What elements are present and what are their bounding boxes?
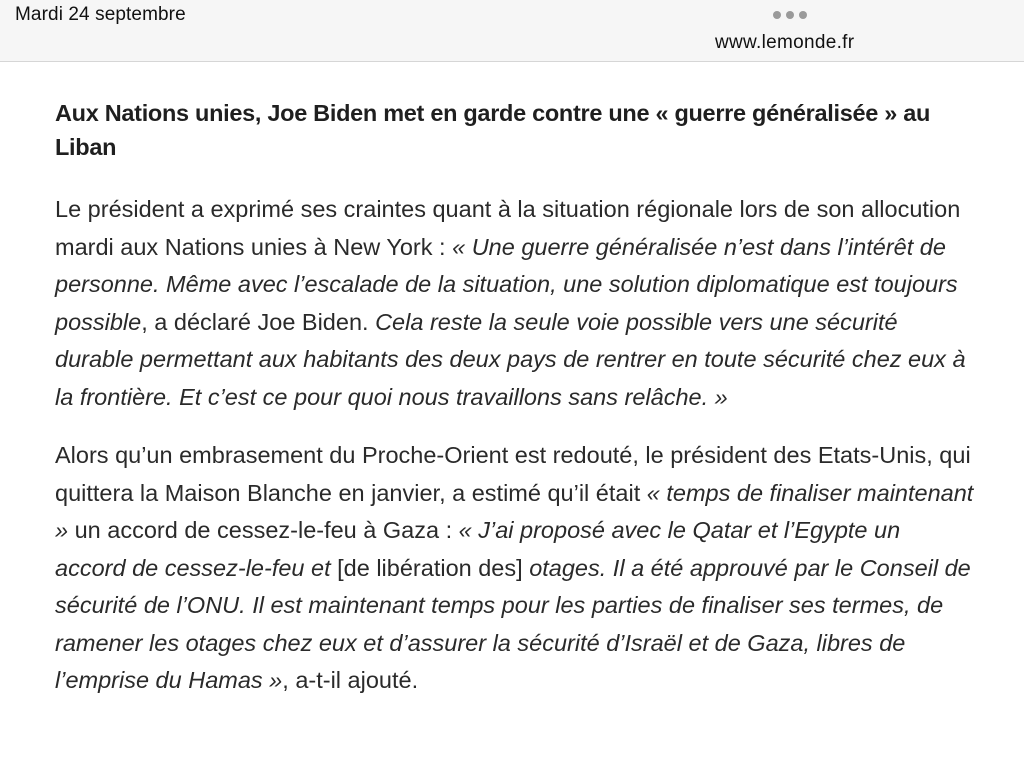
status-bar [0, 0, 1024, 62]
paragraph-text: , a-t-il ajouté. [282, 667, 419, 693]
paragraph-text: Alors qu’un embrasement du Proche-Orient est redouté, le président des Etats-Unis, qui quittera la Maison Blanche en janvier, a estimé qu’il était [55, 442, 971, 506]
paragraph-text: , a déclaré Joe Biden. [141, 308, 376, 335]
quote-text: otages. Il a été approuvé par le Conseil de sécurité de l’ONU. Il est maintenant temps pour les parties de finaliser ses termes, de ramener les otages chez eux et d’assurer la sécurité d’Israël et de Gaza, libres de l’emprise du Hamas » [55, 554, 971, 693]
quote-text: Cela reste la seule voie possible vers une sécurité durable permettant aux habitants des deux pays de rentrer en toute sécurité chez eux à la frontière. Et c’est ce pour quoi nous travaillons sans relâche. » [55, 308, 966, 410]
article [55, 96, 975, 700]
article-paragraph [55, 437, 975, 700]
quote-text: « Une guerre généralisée n’est dans l’intérêt de personne. Même avec l’escalade de la situation, une solution diplomatique est toujours possible [55, 233, 958, 335]
article-headline: Aux Nations unies, Joe Biden met en garde contre une « guerre généralisée » au Liban [55, 100, 931, 160]
status-date: Mardi 24 septembre [15, 4, 186, 25]
quote-text: « J’ai proposé avec le Qatar et l’Egypte un accord de cessez-le-feu et [55, 517, 901, 581]
url-address[interactable]: www.lemonde.fr [715, 32, 855, 53]
ellipsis-icon[interactable] [773, 11, 807, 19]
paragraph-text: [de libération des] [337, 554, 530, 581]
paragraph-text: Le président a exprimé ses craintes quant à la situation régionale lors de son allocution mardi aux Nations unies à New York : [55, 196, 961, 260]
dot [773, 11, 781, 19]
dot [786, 11, 794, 19]
dot [799, 11, 807, 19]
paragraph-text: un accord de cessez-le-feu à Gaza : [68, 517, 459, 543]
article-paragraph [55, 191, 975, 416]
quote-text: « temps de finaliser maintenant » [55, 479, 974, 543]
